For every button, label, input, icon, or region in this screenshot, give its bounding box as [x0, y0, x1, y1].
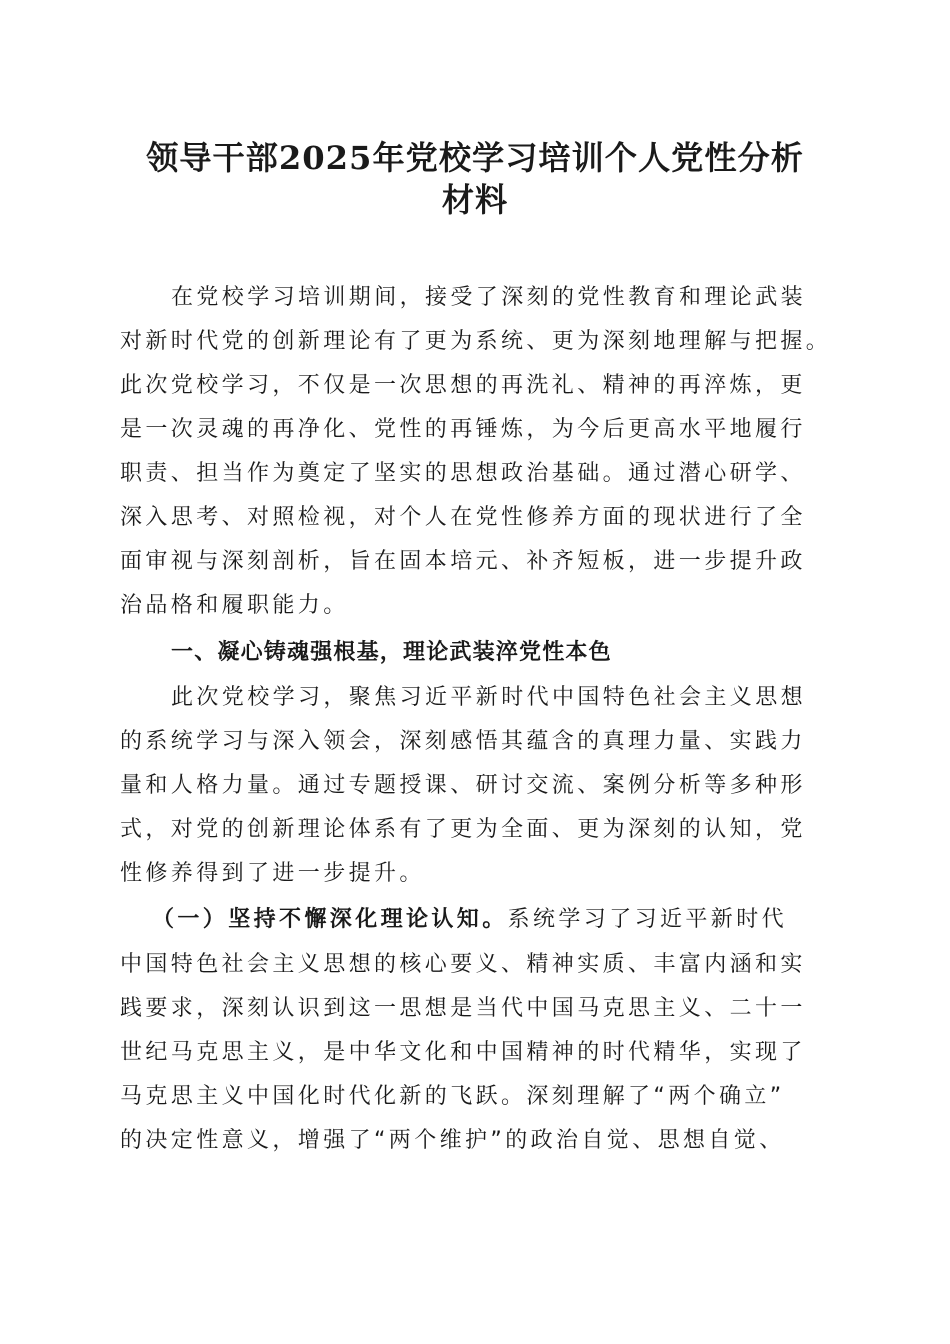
subsection-line: 的决定性意义，增强了“两个维护”的政治自觉、思想自觉、 [120, 1128, 785, 1153]
intro-line: 职责、担当作为奠定了坚实的思想政治基础。通过潜心研学、 [120, 461, 806, 486]
intro-line: 面审视与深刻剖析，旨在固本培元、补齐短板，进一步提升政 [120, 549, 806, 574]
section-line: 的系统学习与深入领会，深刻感悟其蕴含的真理力量、实践力 [120, 729, 806, 754]
section-line: 性修养得到了进一步提升。 [120, 861, 425, 886]
subsection-line: 马克思主义中国化时代化新的飞跃。深刻理解了“两个确立” [120, 1084, 785, 1109]
subsection-heading: （一）坚持不懈深化理论认知。 [152, 907, 508, 932]
intro-line: 治品格和履职能力。 [120, 593, 349, 618]
section-line: 式，对党的创新理论体系有了更为全面、更为深刻的认知，党 [120, 817, 806, 842]
intro-line: 是一次灵魂的再净化、党性的再锤炼，为今后更高水平地履行 [120, 417, 806, 442]
intro-line: 对新时代党的创新理论有了更为系统、更为深刻地理解与把握。 [120, 329, 832, 354]
subsection-line: 中国特色社会主义思想的核心要义、精神实质、丰富内涵和实 [120, 952, 806, 977]
subsection-text: 系统学习了习近平新时代 [507, 907, 788, 932]
intro-line: 此次党校学习，不仅是一次思想的再洗礼、精神的再淬炼，更 [120, 373, 806, 398]
subsection-line: 世纪马克思主义，是中华文化和中国精神的时代精华，实现了 [120, 1040, 806, 1065]
subsection-line: 践要求，深刻认识到这一思想是当代中国马克思主义、二十一 [120, 996, 806, 1021]
subsection-first-line [152, 905, 787, 935]
intro-line: 深入思考、对照检视，对个人在党性修养方面的现状进行了全 [120, 505, 806, 530]
document-title-line-1: 领导干部2025年党校学习培训个人党性分析 [146, 139, 804, 177]
section-heading: 一、凝心铸魂强根基，理论武装淬党性本色 [171, 640, 612, 665]
intro-line: 在党校学习培训期间，接受了深刻的党性教育和理论武装 [171, 285, 807, 310]
section-line: 量和人格力量。通过专题授课、研讨交流、案例分析等多种形 [120, 773, 806, 798]
section-line: 此次党校学习，聚焦习近平新时代中国特色社会主义思想 [171, 685, 807, 710]
document-title-line-2: 材料 [441, 181, 509, 219]
